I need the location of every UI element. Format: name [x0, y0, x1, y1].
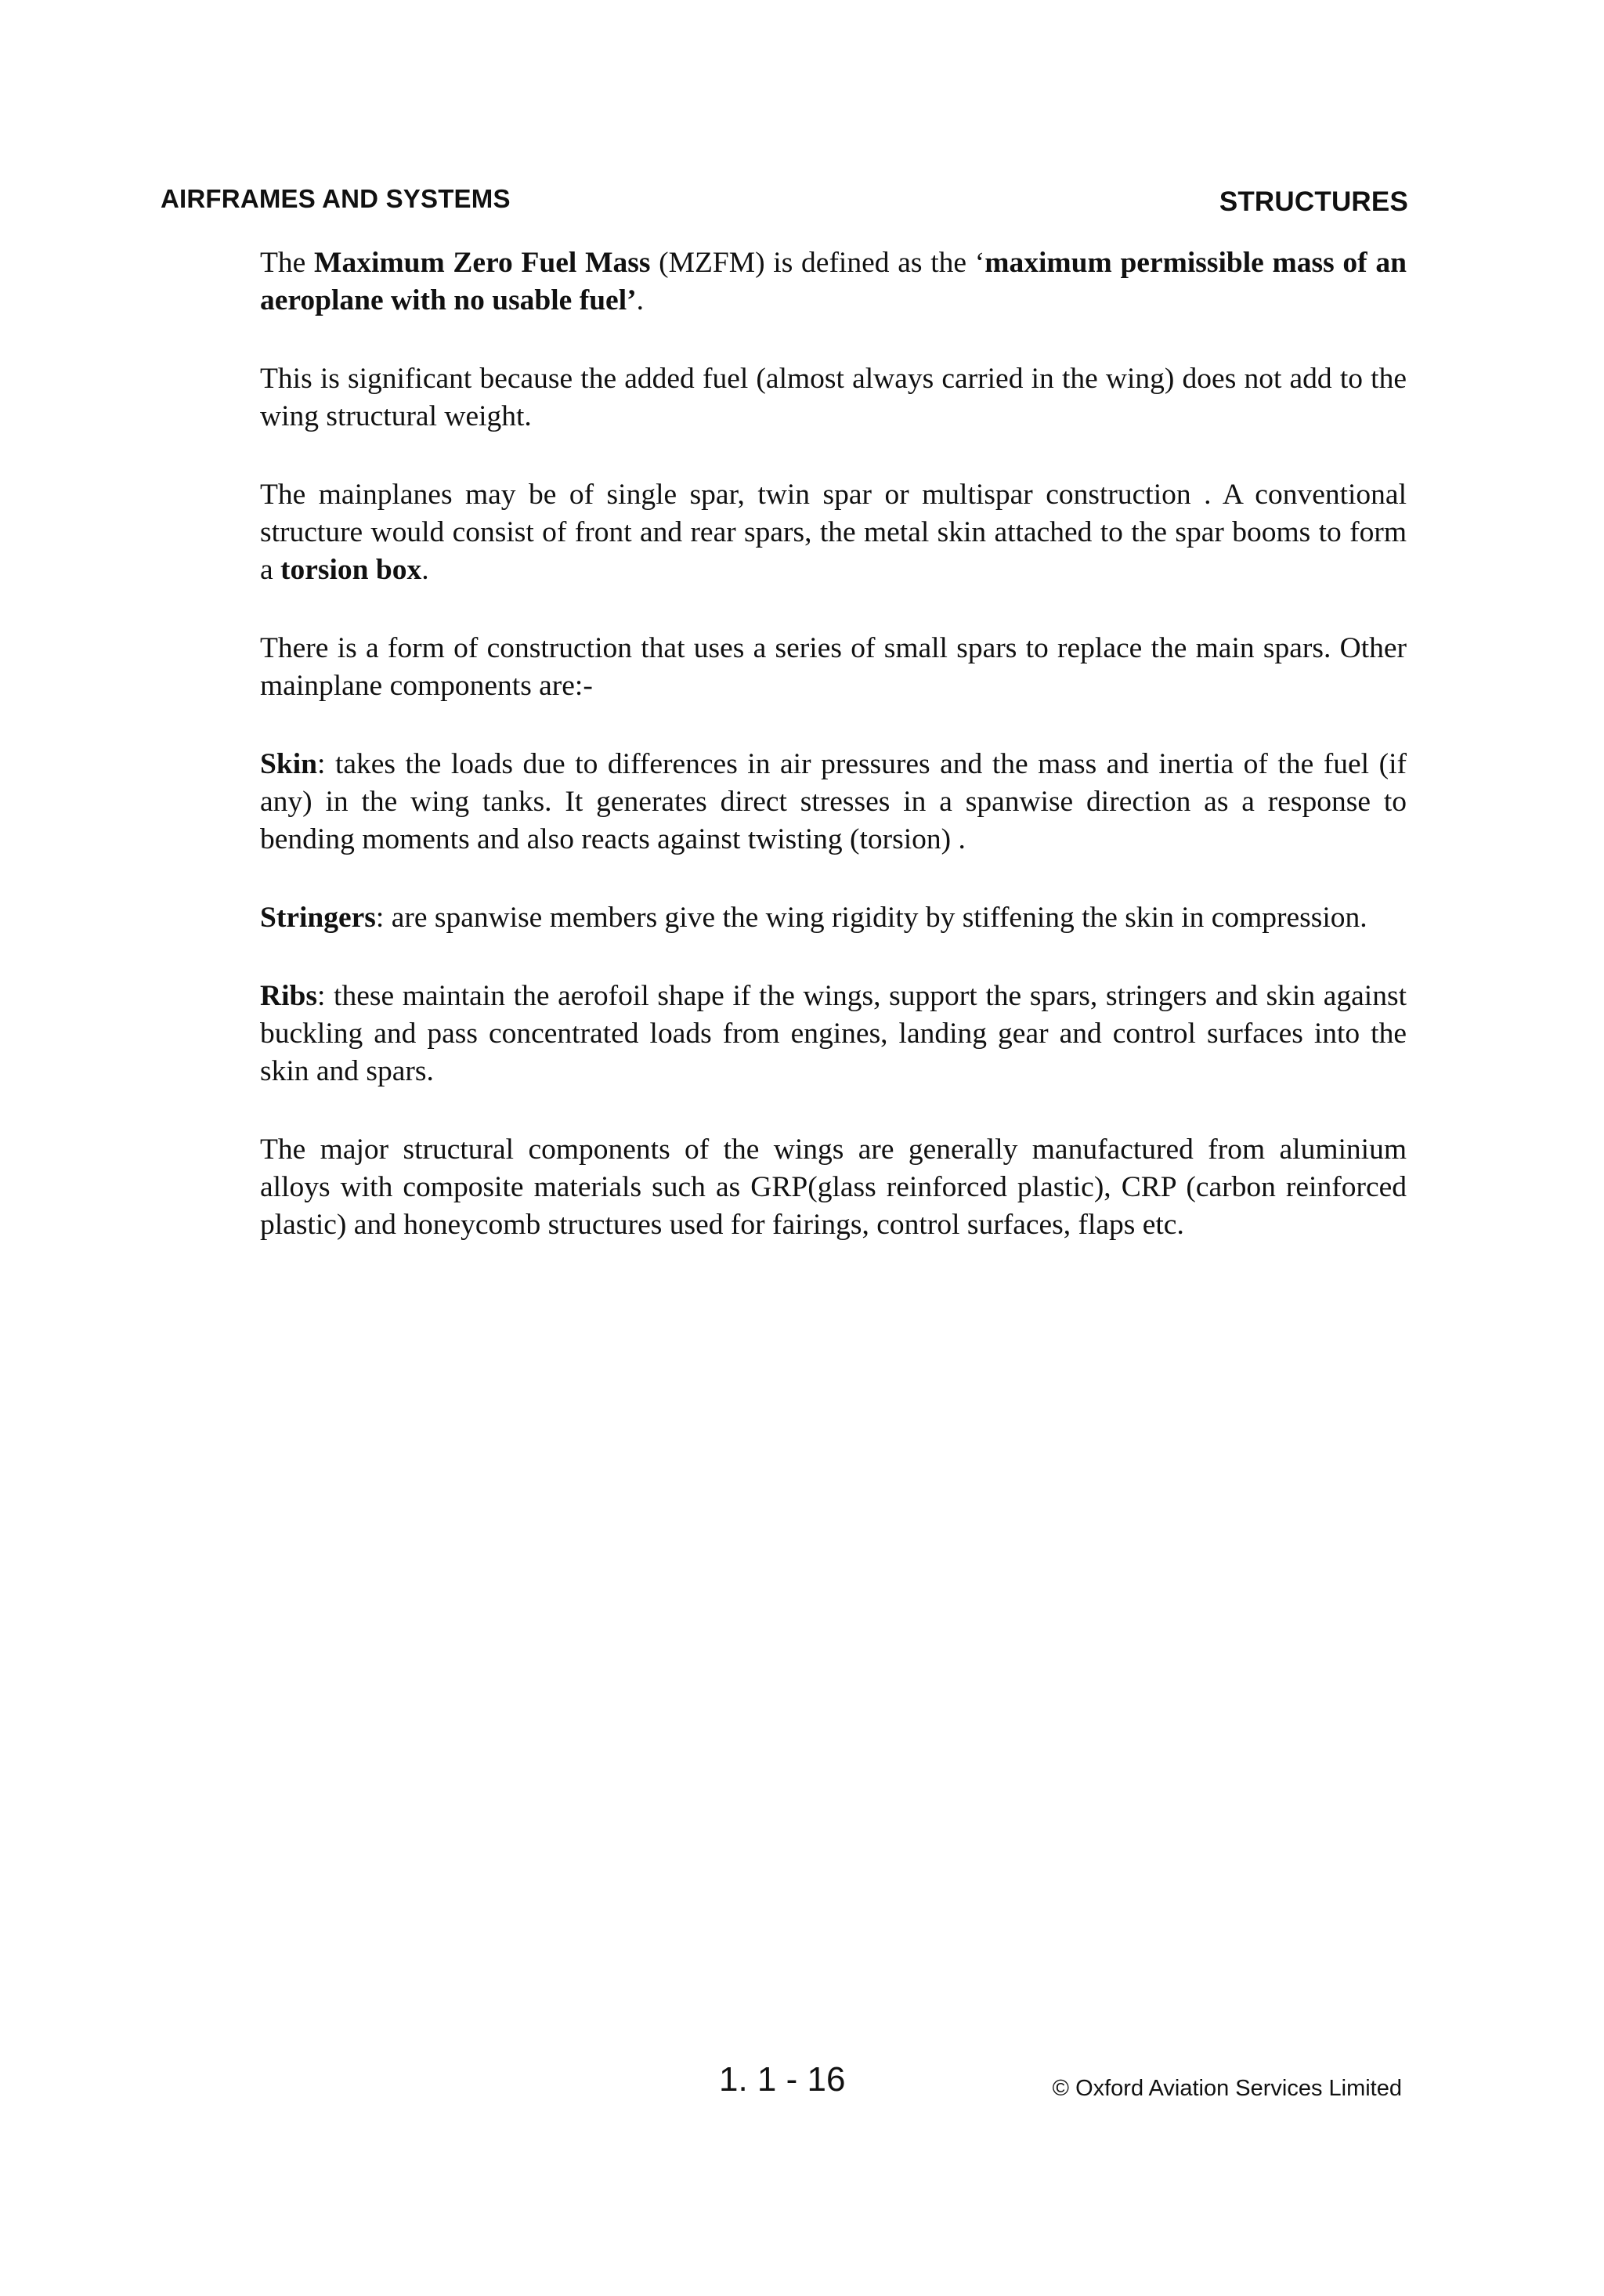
term-skin: Skin [260, 748, 317, 780]
term-ribs: Ribs [260, 980, 317, 1012]
paragraph-mainplane-construction: The mainplanes may be of single spar, twin spar or multispar construction . A conventional structure would consist of front and rear spars, the metal skin attached to the spar booms to form a torsion box. [260, 479, 1407, 586]
page-number: 1. 1 - 16 [719, 2060, 846, 2099]
term-stringers: Stringers [260, 902, 376, 934]
paragraph-significance: This is significant because the added fuel (almost always carried in the wing) does not add to the wing structural weight. [260, 363, 1407, 432]
paragraph-mzfm-definition: The Maximum Zero Fuel Mass (MZFM) is defined as the ‘maximum permissible mass of an aeroplane with no usable fuel’. [260, 247, 1407, 316]
running-header-left: AIRFRAMES AND SYSTEMS [161, 184, 511, 213]
paragraph-stringers: Stringers: are spanwise members give the wing rigidity by stiffening the skin in compression. [260, 902, 1367, 934]
running-header-right: STRUCTURES [1219, 186, 1408, 217]
term-torsion-box: torsion box [280, 554, 422, 586]
copyright-notice: © Oxford Aviation Services Limited [1052, 2076, 1402, 2101]
paragraph-skin: Skin: takes the loads due to differences in air pressures and the mass and inertia of the fuel (if any) in the wing tanks. It generates direct stresses in a spanwise direction as a response to bending moments and also reacts against twisting (torsion) . [260, 748, 1407, 855]
paragraph-materials: The major structural components of the wings are generally manufactured from aluminium alloys with composite materials such as GRP(glass reinforced plastic), CRP (carbon reinforced plastic) and honeycomb structures used for fairings, control surfaces, flaps etc. [260, 1134, 1407, 1241]
paragraph-multispar: There is a form of construction that uses a series of small spars to replace the main spars. Other mainplane components are:- [260, 632, 1407, 702]
document-body [260, 244, 1407, 1285]
paragraph-ribs: Ribs: these maintain the aerofoil shape if the wings, support the spars, stringers and skin against buckling and pass concentrated loads from engines, landing gear and control surfaces into the skin and spars. [260, 980, 1407, 1087]
term-maximum-zero-fuel-mass: Maximum Zero Fuel Mass [314, 247, 651, 279]
definition-emphasis: maximum permissible mass of an aeroplane with no usable fuel’ [260, 247, 1407, 316]
